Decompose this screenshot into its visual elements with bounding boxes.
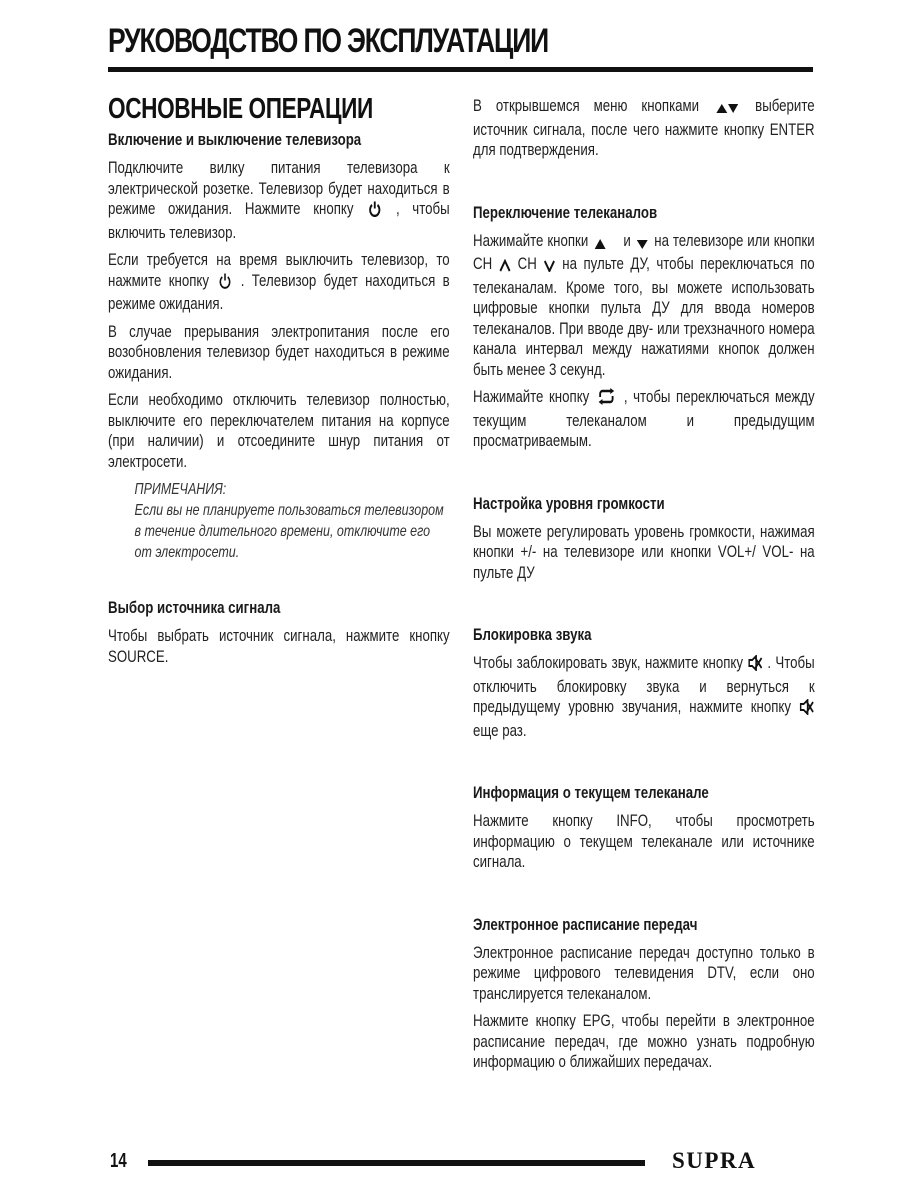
section-title: ОСНОВНЫЕ ОПЕРАЦИИ <box>108 93 373 125</box>
text: Подключите вилку питания телевизора к электрической розетке. Телевизор будет находиться в режиме ожидания. Нажмите кнопку <box>108 158 450 218</box>
paragraph: В случае прерывания электропитания после его возобновления телевизор будет находиться в режиме ожидания. <box>108 321 450 382</box>
heading-channels: Переключение телеканалов <box>473 202 658 222</box>
paragraph <box>108 158 450 243</box>
text: Нажимайте кнопку <box>473 387 590 406</box>
power-icon <box>368 201 380 223</box>
note-text: Если вы не планируете пользоваться телевизором в течение длительного времени, отключите его от электросети. <box>134 502 444 561</box>
heading-info: Информация о текущем телеканале <box>473 783 709 802</box>
paragraph <box>108 250 450 315</box>
text: на пульте ДУ, чтобы переключаться по телеканалам. Кроме того, вы можете использовать цифровые кнопки пульта ДУ для ввода номеров телеканалов. При вводе дву- или трехзначного номера канала интервал между нажатиями кнопок должен быть менее 3 секунд. <box>473 254 815 379</box>
heading-mute: Блокировка звука <box>473 625 592 644</box>
heading-power: Включение и выключение телевизора <box>108 130 362 149</box>
text: . Чтобы отключить блокировку звука и вернуться к предыдущему уровню звучания, нажмите кнопку <box>473 653 815 716</box>
header-divider <box>108 67 813 72</box>
text: и <box>623 230 631 250</box>
text: Чтобы заблокировать звук, нажмите кнопку <box>473 653 743 672</box>
text: выберите источник сигнала, после чего нажмите кнопку ENTER для подтверждения. <box>473 96 815 159</box>
text: Нажимайте кнопки <box>473 230 589 250</box>
text: , чтобы включить телевизор. <box>108 199 450 242</box>
text: CH <box>517 254 537 273</box>
note-label: ПРИМЕЧАНИЯ: <box>134 481 227 498</box>
paragraph: Если необходимо отключить телевизор полностью, выключите его переключателем питания на корпусе (при наличии) и отсоедините шнур питания от электросети. <box>108 390 450 471</box>
paragraph <box>473 231 815 381</box>
page-number: 14 <box>110 1150 127 1172</box>
down-triangle-icon <box>637 234 648 255</box>
paragraph: Чтобы выбрать источник сигнала, нажмите кнопку SOURCE. <box>108 626 450 666</box>
left-column <box>108 92 450 674</box>
chevron-up-icon <box>499 257 510 278</box>
text: . Телевизор будет находиться в режиме ожидания. <box>108 270 450 313</box>
paragraph <box>473 387 815 452</box>
mute-icon <box>800 699 814 721</box>
brand-logo: SUPRA <box>672 1148 757 1173</box>
right-column <box>473 92 815 1080</box>
power-icon <box>219 273 231 295</box>
text: еще раз. <box>473 720 527 740</box>
recall-swap-icon <box>597 388 616 411</box>
paragraph: Электронное расписание передач доступно только в режиме цифрового телевидения DTV, если оно транслируется телеканалом. <box>473 942 815 1003</box>
heading-volume: Настройка уровня громкости <box>473 493 665 513</box>
footer-divider <box>148 1160 645 1166</box>
paragraph <box>473 653 815 741</box>
paragraph: Вы можете регулировать уровень громкости, нажимая кнопки +/- на телевизоре или кнопки VOL+/ VOL- на пульте ДУ <box>473 521 815 582</box>
text: на телевизоре или кнопки CH <box>473 230 815 273</box>
heading-epg: Электронное расписание передач <box>473 914 698 934</box>
text: В открывшемся меню кнопками <box>473 96 700 115</box>
up-triangle-icon <box>594 234 605 255</box>
paragraph: Нажмите кнопку EPG, чтобы перейти в электронное расписание передач, где можно узнать подробную информацию о ближайших передачах. <box>473 1011 815 1071</box>
up-down-triangle-icon <box>715 99 738 120</box>
heading-source: Выбор источника сигнала <box>108 598 281 617</box>
chevron-down-icon <box>544 257 555 278</box>
text: , чтобы переключаться между текущим телеканалом и предыдущим просматриваемым. <box>473 387 815 450</box>
paragraph <box>473 96 815 161</box>
paragraph: Нажмите кнопку INFO, чтобы просмотреть информацию о текущем телеканале или источнике сигнала. <box>473 811 815 871</box>
page-title: РУКОВОДСТВО ПО ЭКСПЛУАТАЦИИ <box>108 22 549 60</box>
mute-icon <box>748 655 762 677</box>
text: Если требуется на время выключить телевизор, то нажмите кнопку <box>108 250 450 290</box>
